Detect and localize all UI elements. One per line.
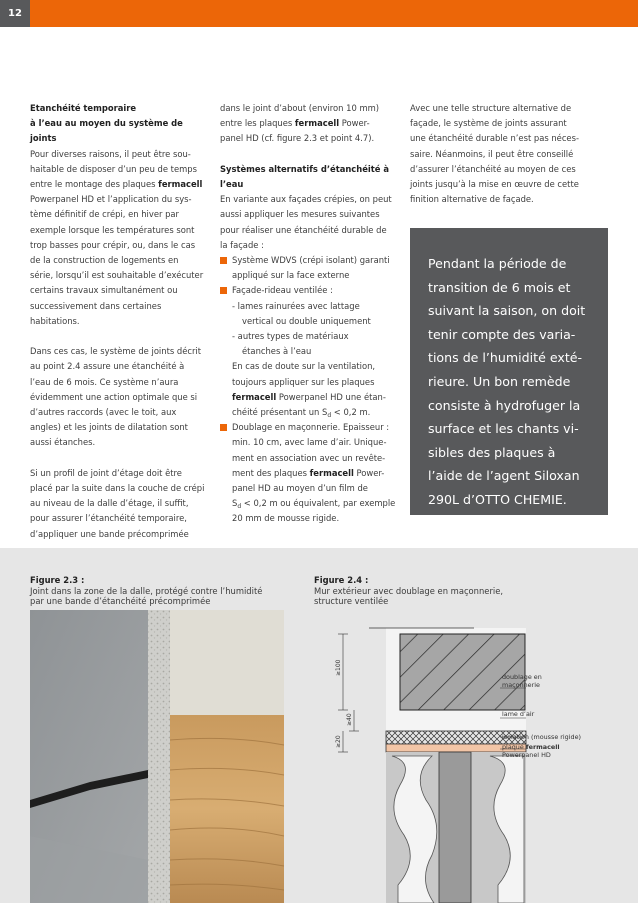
list-item: Façade-rideau ventilée : (220, 283, 405, 298)
label-masonry-line2: maçonnerie (502, 681, 540, 689)
brand-name: fermacell (158, 179, 203, 190)
header-bar (0, 0, 638, 27)
paragraph-3: Si un profil de joint d’étage doit être placé par la suite dans la couche de crépi au niveau de la dalle d’étage, il suffit, pour assurer l’étanchéité temporaire, d’appliquer une bande précomprimée (30, 467, 205, 539)
timber-stud (439, 752, 471, 903)
dimension-20: ≥20 (335, 735, 342, 748)
masonry-layer (400, 634, 525, 710)
label-air-gap: lame d’air (502, 710, 535, 718)
figure-2-4-diagram (314, 610, 624, 903)
column-1 (30, 101, 212, 542)
figure-2-3-caption: Figure 2.3 : Joint dans la zone de la dalle, protégé contre l’humidité par une bande d’étanchéité précomprimée (30, 575, 263, 606)
dimension-40: ≥40 (346, 713, 353, 726)
section-heading-line2: à l’eau au moyen du système de joints (30, 118, 183, 144)
section-heading: Etanchéité temporaire (30, 103, 137, 113)
dimension-100: ≥100 (335, 659, 342, 676)
paragraph-2: Dans ces cas, le système de joints décrit au point 2.4 assure une étanchéité à l’eau de 6 mois. Ce système n’aura évidemment une action optimale que si d’autres raccords (avec le toit, aux angles) et les joints de dilatation sont aussi étanches. (30, 346, 202, 448)
list-item: Système WDVS (crépi isolant) garanti appliqué sur la face externe (220, 253, 405, 283)
callout-box: Pendant la période de transition de 6 mois et suivant la saison, on doit tenir compte des varia- tions de l’humidité exté- rieure. Un bon remède consiste à hydrofuger la surface et les chants vi- sibles des plaques à l’aide de l’agent Siloxan 290L d’OTTO CHEMIE. (410, 228, 608, 515)
joint-photo-illustration (30, 610, 284, 903)
alt-systems-heading: Systèmes alternatifs d’étanchéité à l’eau (220, 163, 390, 189)
page-number: 12 (0, 0, 30, 27)
label-powerpanel-line2: Powerpanel HD (502, 751, 551, 759)
column-2: dans le joint d’about (environ 10 mm) entre les plaques fermacell Power- panel HD (cf. figure 2.3 et point 4.7). Systèmes alternatifs d’étanchéité à l’eau En variante aux façades crépies, on peut aussi appliquer les mesures suivantes pour réaliser une étanchéité durable de la façade : Système WDVS (crépi isolant) garanti appliqué sur la face externe Façade-rideau ventilée : - lames rainurées avec lattage vertical ou double uniquement - autres types de matériaux étanches à l’eau En cas de doute sur la ventilation, toujours appliquer sur les plaques fermacell Powerpanel HD une étan- chéité présentant un $S_d < 0,2$ m. Doublage en maçonnerie. Epaisseur : min. 10 cm, avec lame d’air. Unique- ment en association avec un revête- ment des plaques fermacell Power- panel HD au moyen d’un film de $S_d < 0,2$ m ou équivalent, par exemple 20 mm de mousse rigide. (220, 101, 405, 527)
figure-2-4-caption: Figure 2.4 : Mur extérieur avec doublage en maçonnerie, structure ventilée (314, 575, 504, 606)
paragraph-1: Pour diverses raisons, il peut être sou- haitable de disposer d’un peu de temps entre le montage des plaques fermacell Powerpanel HD et l’application du sys- tème définitif de crépi, en hiver par exemple lorsque les températures sont trop basses pour crépir, ou, dans le cas de la construction de logements en série, lorsqu’il est souhaitable d’exécuter certains travaux simultanément ou successivement dans certaines habitations. (30, 148, 204, 326)
column-3: Avec une telle structure alternative de façade, le système de joints assurant une étanchéité durable n’est pas néces- saire. Néanmoins, il peut être conseillé d’assurer l’étanchéité au moyen de ces joints jusqu’à la mise en œuvre de cette finition alternative de façade. (410, 103, 579, 205)
figure-2-3-photo (30, 610, 284, 903)
label-masonry: doublage en (502, 673, 542, 681)
label-powerpanel: plaque fermacell (502, 743, 560, 751)
list-item: Doublage en maçonnerie. Epaisseur : min. 10 cm, avec lame d’air. Unique- ment en association avec un revête- ment des plaques fermacell Power- panel HD au moyen d’un film de $S_d < 0,2$ m ou équivalent, par exemple 20 mm de mousse rigide. (220, 420, 405, 526)
label-insulation: isolation (mousse rigide) (502, 733, 581, 741)
